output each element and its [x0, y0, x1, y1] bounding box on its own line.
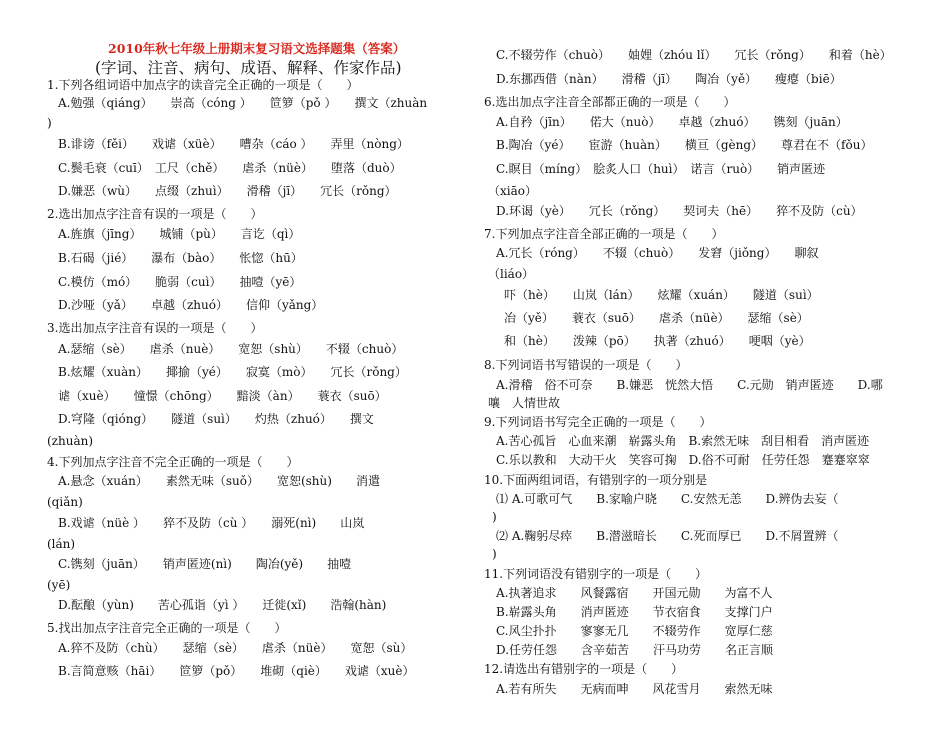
option-line: A.若有所失 无病而呻 风花雪月 索然无味 [496, 682, 773, 696]
question-6: 6.选出加点字注音全部都正确的一项是（ ） [484, 95, 736, 109]
option-line: 吓（hè） 山岚（lán） 炫耀（xuán） 隧道（suì） [504, 288, 819, 302]
option-line: B.陶冶（yé） 宦游（huàn） 横亘（gèng） 尊君在不（fǒu） [496, 138, 873, 152]
option-line: A.自矜（jīn） 偌大（nuò） 卓越（zhuó） 镌刻（juān） [496, 115, 848, 129]
option-line: A.旌旗（jīng） 城铺（pù） 言讫（qì） [58, 227, 301, 241]
option-line: ⑴ A.可歌可气 B.家喻户晓 C.安然无恙 D.辨伪去妄（ [496, 492, 839, 506]
question-12: 12.请选出有错别字的一项是（ ） [484, 662, 684, 676]
page-title: 2010年秋七年级上册期末复习语文选择题集（答案） [108, 41, 406, 56]
option-line: C.镌刻（juān） 销声匿迹(nì) 陶冶(yě) 抽噎 [58, 557, 352, 571]
option-line: 和（hè） 泼辣（pō） 执著（zhuó） 哽咽（yè） [504, 334, 811, 348]
option-line: （liáo） [488, 267, 535, 281]
option-line: D.东挪西借（nàn） 滑稽（jī） 陶冶（yě） 瘦瘪（biē） [496, 72, 842, 86]
question-11: 11.下列词语没有错别字的一项是（ ） [484, 567, 708, 581]
question-9: 9.下列词语书写完全正确的一项是（ ） [484, 415, 712, 429]
option-line: (yē) [47, 578, 71, 592]
option-line: C.乐以教和 大动干火 笑容可掬 D.俗不可耐 任劳任怨 蹇蹇窣窣 [496, 453, 870, 467]
option-line: B.言简意赅（hāi） 笸箩（pǒ） 堆砌（qiè） 戏谑（xuè） [58, 664, 415, 678]
option-line: C.不辍劳作（chuò） 妯娌（zhóu lǐ） 冗长（rǒng） 和着（hè） [496, 48, 892, 62]
option-line: ⑵ A.鞠躬尽瘁 B.潜滋暗长 C.死而厚已 D.不屑置辨（ [496, 529, 839, 543]
question-2: 2.选出加点字注音有误的一项是（ ） [47, 207, 263, 221]
option-line: C.模仿（mó） 脆弱（cuì） 抽噎（yē） [58, 275, 302, 289]
option-line: C.鬓毛衰（cuī） 工尺（chě） 虐杀（nüè） 堕落（duò） [58, 161, 402, 175]
option-line: (lán) [47, 537, 76, 551]
option-line: ) [492, 547, 497, 561]
option-line: D.沙哑（yǎ） 卓越（zhuó） 信仰（yǎng） [58, 298, 324, 312]
option-line: D.任劳任怨 含辛茹苦 汗马功劳 名正言顺 [496, 643, 774, 657]
option-line: A.悬念（xuán） 素然无味（suǒ） 宽恕(shù) 消遣 [58, 474, 380, 488]
option-line: ) [47, 116, 52, 130]
option-line: B.戏谑（nüè ） 猝不及防（cù ） 溺死(nì) 山岚 [58, 516, 365, 530]
page-subtitle: (字词、注音、病句、成语、解释、作家作品) [95, 59, 402, 77]
option-line: B.崭露头角 消声匿迹 节衣宿食 支撑门户 [496, 605, 773, 619]
option-line: B.炫耀（xuàn） 揶揄（yé） 寂寞（mò） 冗长（rǒng） [58, 365, 407, 379]
question-10: 10.下面两组词语，有错别字的一项分别是 [484, 473, 708, 487]
option-line: 冶（yě） 蓑衣（suō） 虐杀（nüè） 瑟缩（sè） [504, 311, 809, 325]
question-8: 8.下列词语书写错误的一项是（ ） [484, 358, 688, 372]
option-line: A.瑟缩（sè） 虐杀（nuè） 宽恕（shù） 不辍（chuò） [58, 342, 404, 356]
option-line: D.穹隆（qióng） 隧道（suì） 灼热（zhuó） 撰文 [58, 412, 374, 426]
option-line: C.瞑目（míng） 脍炙人口（huì） 诺言（ruò） 销声匿迹 [496, 162, 826, 176]
option-line: 嚷 人情世故 [488, 396, 561, 410]
question-7: 7.下列加点字注音全部正确的一项是（ ） [484, 227, 724, 241]
question-1: 1.下列各组词语中加点字的读音完全正确的一项是（ ） [47, 78, 359, 92]
question-5: 5.找出加点字注音完全正确的一项是（ ） [47, 621, 287, 635]
option-line: A.猝不及防（chù） 瑟缩（sè） 虐杀（nüè） 宽恕（sù） [58, 641, 413, 655]
option-line: D.嫌恶（wù） 点缀（zhuì） 滑稽（jī） 冗长（rǒng） [58, 184, 397, 198]
option-line: D.酝酿（yùn) 苦心孤诣（yì ） 迁徙(xǐ) 浩翰(hàn) [58, 598, 387, 612]
option-line: A.冗长（róng） 不辍（chuò） 发窘（jiǒng） 聊叙 [496, 246, 819, 260]
option-line: ) [492, 510, 497, 524]
option-line: B.诽谤（fěi） 戏谑（xüè） 嘈杂（cáo ） 弄里（nòng） [58, 137, 409, 151]
option-line: A.苦心孤旨 心血来潮 崭露头角 B.索然无味 刮目相看 消声匿迹 [496, 434, 870, 448]
option-line: (qiǎn) [47, 495, 83, 509]
question-3: 3.选出加点字注音有误的一项是（ ） [47, 321, 263, 335]
question-4: 4.下列加点字注音不完全正确的一项是（ ） [47, 455, 299, 469]
option-line: (zhuàn) [47, 434, 94, 448]
option-line: D.环谒（yè） 冗长（rǒng） 契诃夫（hē） 猝不及防（cù） [496, 204, 863, 218]
option-line: A.执著追求 风餐露宿 开国元勋 为富不人 [496, 586, 773, 600]
option-line: 谑（xuè） 憧憬（chōng） 黯淡（àn） 蓑衣（suō） [58, 389, 387, 403]
option-line: B.石碣（jié） 瀑布（bào） 怅惚（hū） [58, 251, 303, 265]
option-line: （xiāo） [488, 184, 537, 198]
option-line: C.风尘扑扑 寥寥无几 不辍劳作 宽厚仁慈 [496, 624, 773, 638]
option-line: A.勉强（qiáng） 崇高（cóng ） 笸箩（pǒ ） 撰文（zhuàn [58, 96, 428, 110]
option-line: A.滑稽 俗不可奈 B.嫌恶 恍然大悟 C.元勋 销声匿迹 D.哪 [496, 378, 883, 392]
